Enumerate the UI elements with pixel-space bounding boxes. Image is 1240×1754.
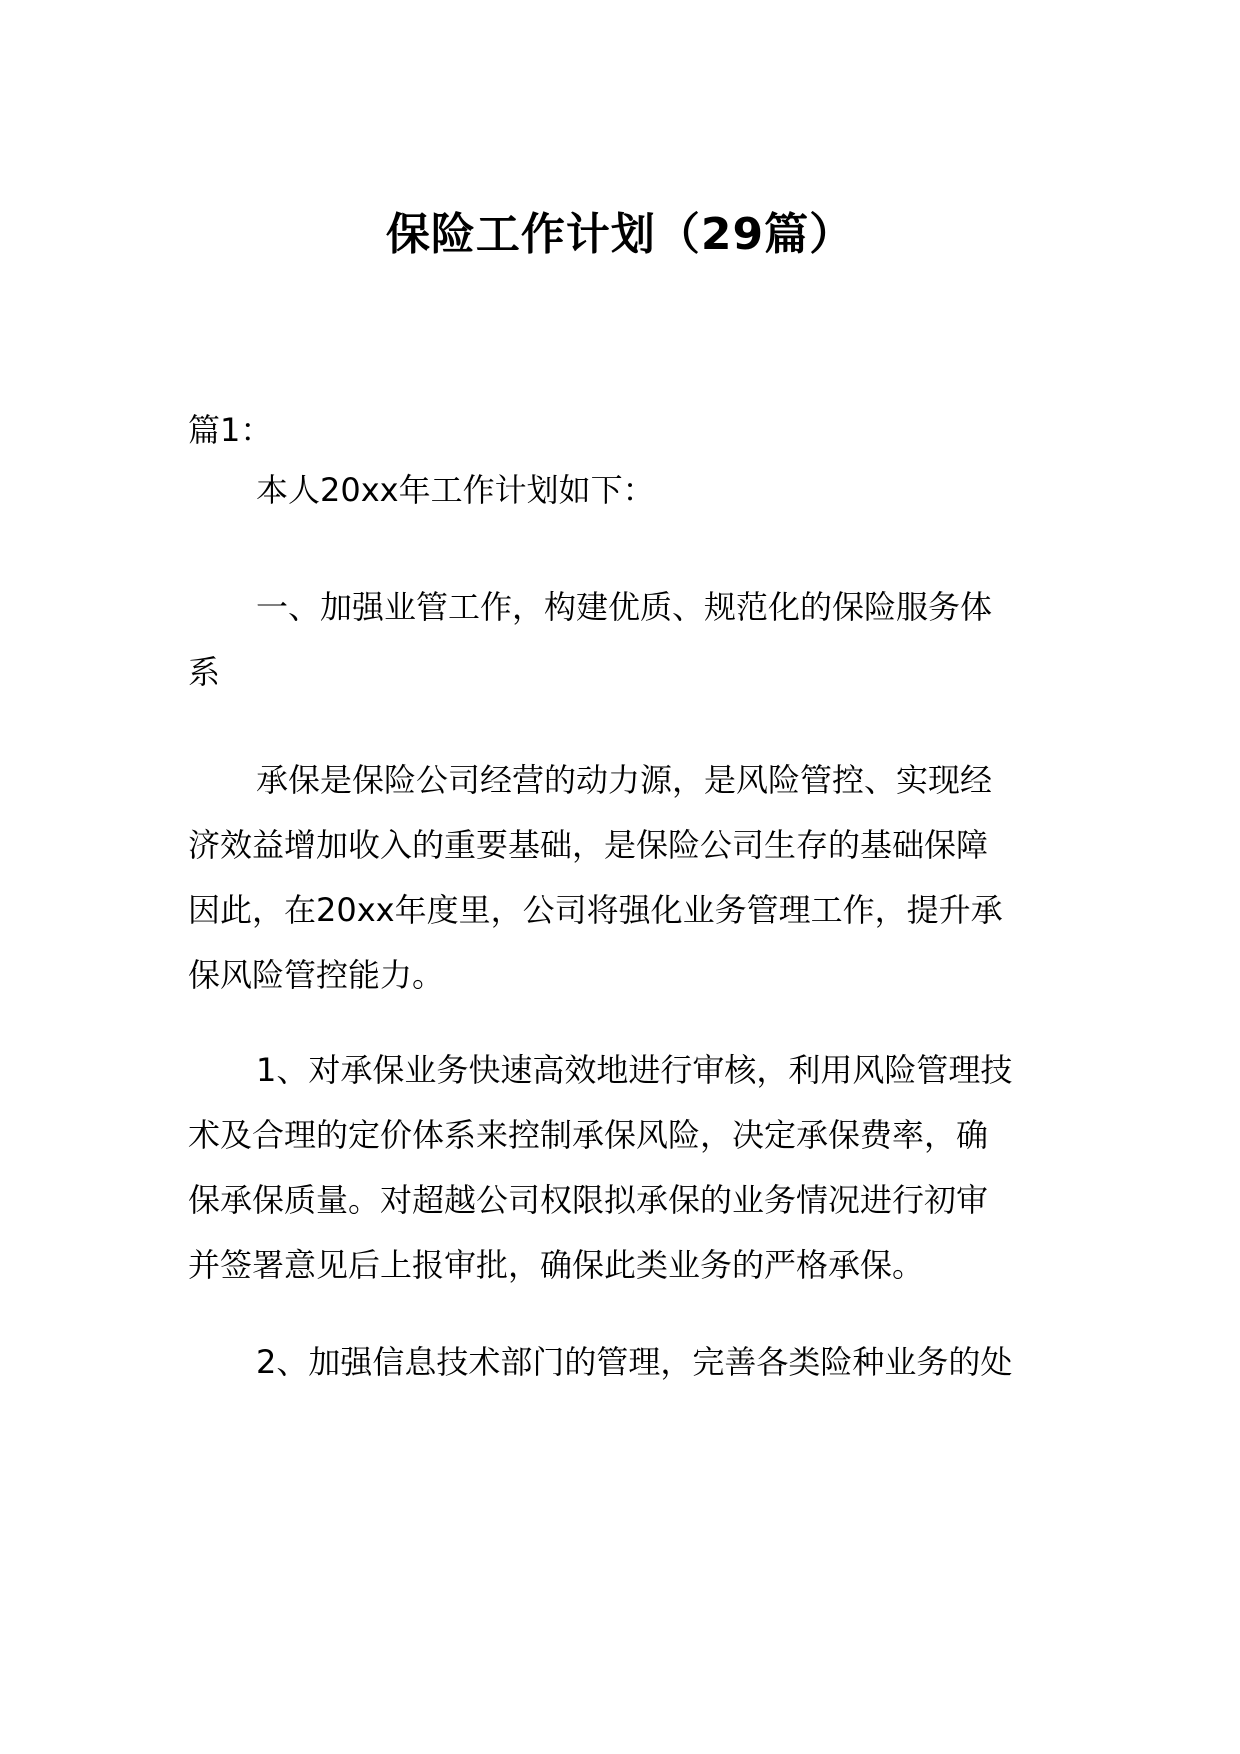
item-1-line: 并签署意见后上报审批，确保此类业务的严格承保。 (188, 1246, 925, 1284)
item-1 (188, 1038, 1064, 1298)
section-label (188, 398, 1064, 463)
heading-1-line: 一、加强业管工作，构建优质、规范化的保险服务体 (256, 588, 993, 626)
document-title: 保险工作计划（29篇） (385, 209, 855, 260)
paragraph-1-line: 济效益增加收入的重要基础，是保险公司生存的基础保障 (188, 826, 989, 864)
item-2-line: 2、加强信息技术部门的管理，完善各类险种业务的处 (256, 1343, 1013, 1381)
section-label-text: 篇1： (188, 411, 273, 449)
paragraph-1 (188, 748, 1064, 1008)
item-1-line: 术及合理的定价体系来控制承保风险，决定承保费率，确 (188, 1116, 989, 1154)
paragraph-1-line: 保风险管控能力。 (188, 956, 445, 994)
intro-paragraph (188, 458, 1064, 523)
intro-text: 本人20xx年工作计划如下： (256, 471, 655, 509)
heading-1 (188, 575, 1064, 705)
heading-1-line: 系 (188, 653, 221, 691)
item-2 (188, 1330, 1064, 1395)
item-1-line: 1、对承保业务快速高效地进行审核，利用风险管理技 (256, 1051, 1013, 1089)
paragraph-1-line: 因此，在20xx年度里，公司将强化业务管理工作，提升承 (188, 891, 1003, 929)
paragraph-1-line: 承保是保险公司经营的动力源，是风险管控、实现经 (256, 761, 993, 799)
item-1-line: 保承保质量。对超越公司权限拟承保的业务情况进行初审 (188, 1181, 989, 1219)
